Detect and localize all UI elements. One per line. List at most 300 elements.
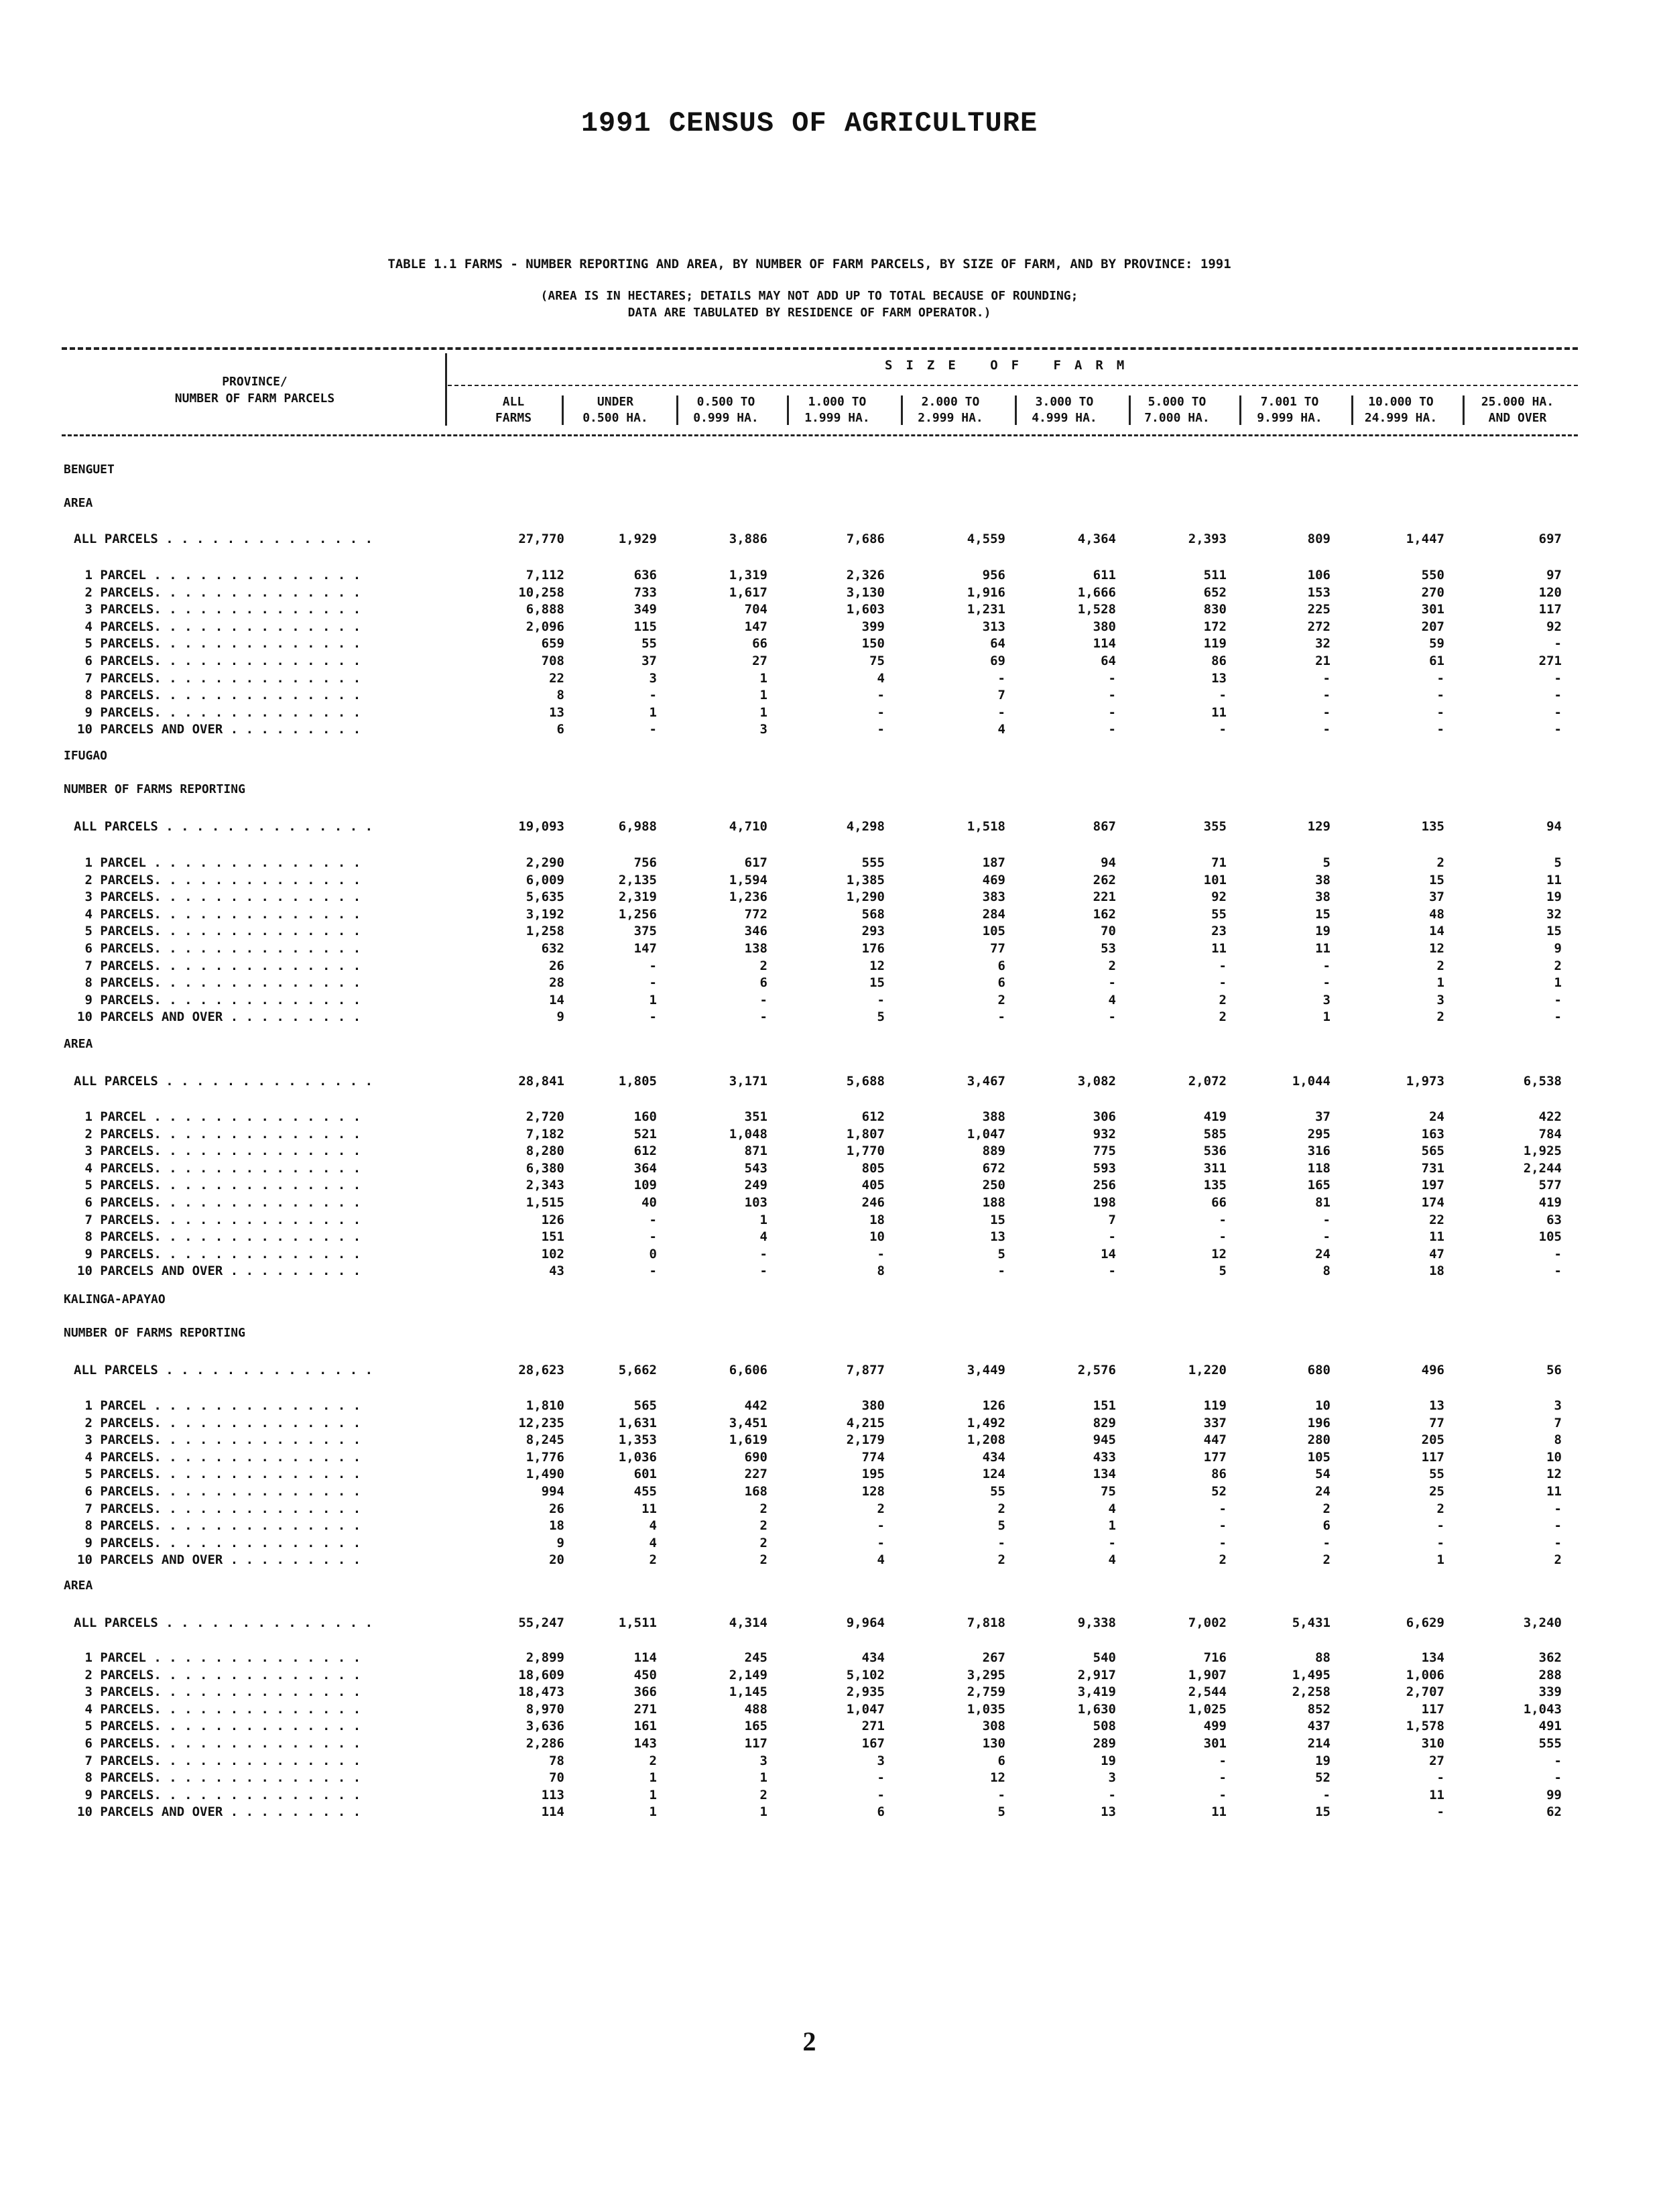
row-label: 3 PARCELS. . . . . . . . . . . . . .: [77, 602, 361, 617]
table-cell: 829: [1093, 1416, 1116, 1430]
table-cell: 5,635: [526, 889, 564, 904]
table-cell: 124: [982, 1467, 1005, 1481]
table-cell: -: [877, 993, 885, 1007]
row-label: 10 PARCELS AND OVER . . . . . . . . .: [77, 1552, 361, 1567]
table-cell: 8,245: [526, 1432, 564, 1447]
table-cell: 301: [1421, 602, 1444, 617]
table-cell: 48: [1429, 907, 1444, 922]
table-cell: 54: [1315, 1467, 1331, 1481]
table-cell: 733: [633, 585, 657, 600]
table-cell: 1,810: [526, 1398, 564, 1413]
column-header: [1464, 394, 1571, 426]
row-label: 4 PARCELS. . . . . . . . . . . . . .: [77, 1450, 361, 1465]
table-cell: 151: [541, 1229, 564, 1244]
row-label: 8 PARCELS. . . . . . . . . . . . . .: [77, 1518, 361, 1533]
province-header-line-1: PROVINCE/: [222, 375, 288, 389]
table-cell: 94: [1546, 819, 1562, 834]
table-cell: 6,629: [1406, 1615, 1444, 1630]
table-cell: 25: [1429, 1484, 1444, 1499]
table-cell: 2: [1322, 1552, 1331, 1567]
table-cell: 375: [633, 924, 657, 938]
table-cell: -: [1322, 688, 1331, 702]
table-cell: 5: [997, 1518, 1005, 1533]
table-cell: 469: [982, 873, 1005, 887]
table-cell: 3,295: [967, 1668, 1005, 1682]
table-cell: 130: [982, 1736, 1005, 1751]
table-cell: 38: [1315, 873, 1331, 887]
table-cell: -: [649, 1009, 657, 1024]
table-cell: 4: [649, 1536, 657, 1550]
table-cell: 2,393: [1188, 532, 1227, 546]
table-cell: 8,280: [526, 1144, 564, 1158]
table-cell: 708: [541, 654, 564, 668]
table-cell: 5: [997, 1247, 1005, 1262]
table-cell: 165: [1307, 1178, 1331, 1192]
row-label: ALL PARCELS . . . . . . . . . . . . . .: [74, 1363, 373, 1377]
table-cell: 672: [982, 1161, 1005, 1176]
table-cell: 28,623: [518, 1363, 564, 1377]
table-cell: 1,047: [846, 1702, 885, 1717]
table-cell: 105: [1538, 1229, 1562, 1244]
table-cell: 1,236: [729, 889, 767, 904]
table-cell: 2: [1436, 959, 1444, 973]
table-cell: 11: [641, 1501, 657, 1516]
table-cell: 11: [1211, 941, 1227, 956]
table-cell: 5,662: [618, 1363, 657, 1377]
table-cell: -: [997, 1009, 1005, 1024]
table-cell: -: [1436, 1518, 1444, 1533]
table-cell: -: [649, 688, 657, 702]
table-cell: 1,006: [1406, 1668, 1444, 1682]
table-cell: -: [759, 993, 767, 1007]
table-cell: 15: [869, 975, 885, 990]
table-cell: 2,290: [526, 855, 564, 870]
table-cell: 64: [990, 636, 1005, 651]
column-header: [460, 394, 567, 426]
table-cell: 2: [1322, 1501, 1331, 1516]
table-cell: 272: [1307, 619, 1331, 634]
table-cell: 47: [1429, 1247, 1444, 1262]
table-cell: 12: [990, 1770, 1005, 1785]
table-cell: 1,805: [618, 1074, 657, 1089]
table-cell: 78: [549, 1754, 564, 1768]
table-cell: 114: [1093, 636, 1116, 651]
table-cell: 3: [759, 1754, 767, 1768]
table-cell: -: [649, 959, 657, 973]
table-cell: 1,220: [1188, 1363, 1227, 1377]
table-cell: -: [1219, 959, 1227, 973]
table-cell: 106: [1307, 568, 1331, 582]
table-cell: 88: [1315, 1650, 1331, 1665]
table-cell: 632: [541, 941, 564, 956]
table-cell: -: [1219, 975, 1227, 990]
table-cell: 6: [556, 722, 564, 737]
table-cell: 174: [1421, 1195, 1444, 1210]
table-cell: 7,112: [526, 568, 564, 582]
table-cell: -: [1554, 1536, 1562, 1550]
table-cell: 346: [744, 924, 767, 938]
table-cell: 1: [759, 1804, 767, 1819]
table-cell: 118: [1307, 1161, 1331, 1176]
table-cell: 1,907: [1188, 1668, 1227, 1682]
table-cell: 115: [633, 619, 657, 634]
table-cell: 1,776: [526, 1450, 564, 1465]
table-cell: 2: [1554, 1552, 1562, 1567]
table-cell: 731: [1421, 1161, 1444, 1176]
table-cell: 1,630: [1077, 1702, 1116, 1717]
row-label: 6 PARCELS. . . . . . . . . . . . . .: [77, 941, 361, 956]
table-cell: 55,247: [518, 1615, 564, 1630]
table-cell: 9,964: [846, 1615, 885, 1630]
table-cell: 2: [877, 1501, 885, 1516]
table-cell: 52: [1211, 1484, 1227, 1499]
table-cell: -: [1108, 1264, 1116, 1278]
row-label: 4 PARCELS. . . . . . . . . . . . . .: [77, 1161, 361, 1176]
table-cell: 52: [1315, 1770, 1331, 1785]
row-label: 5 PARCELS. . . . . . . . . . . . . .: [77, 924, 361, 938]
table-cell: 32: [1546, 907, 1562, 922]
table-cell: -: [1554, 705, 1562, 720]
table-cell: 245: [744, 1650, 767, 1665]
table-cell: 1,929: [618, 532, 657, 546]
table-cell: 2,343: [526, 1178, 564, 1192]
table-cell: 2: [649, 1552, 657, 1567]
row-label: 9 PARCELS. . . . . . . . . . . . . .: [77, 1247, 361, 1262]
table-cell: -: [1322, 975, 1331, 990]
table-cell: 1: [759, 1770, 767, 1785]
table-cell: -: [1322, 1229, 1331, 1244]
table-cell: 43: [549, 1264, 564, 1278]
row-label: 5 PARCELS. . . . . . . . . . . . . .: [77, 1719, 361, 1733]
table-cell: 1,353: [618, 1432, 657, 1447]
top-rule: [62, 347, 1578, 350]
table-cell: -: [1436, 671, 1444, 686]
table-cell: 103: [744, 1195, 767, 1210]
table-cell: 6: [997, 975, 1005, 990]
table-cell: -: [1108, 975, 1116, 990]
table-cell: 19: [1546, 889, 1562, 904]
column-header-line-1: 1.000 TO: [808, 395, 867, 409]
table-cell: 2: [1219, 1552, 1227, 1567]
table-cell: 351: [744, 1109, 767, 1124]
table-cell: 3,451: [729, 1416, 767, 1430]
table-cell: 2,258: [1292, 1684, 1331, 1699]
table-cell: 7,002: [1188, 1615, 1227, 1630]
table-cell: 1,619: [729, 1432, 767, 1447]
section-heading: IFUGAO: [64, 749, 108, 763]
table-cell: -: [1554, 636, 1562, 651]
table-cell: 160: [633, 1109, 657, 1124]
table-cell: 75: [869, 654, 885, 668]
table-cell: 8: [1322, 1264, 1331, 1278]
table-cell: 4,559: [967, 532, 1005, 546]
table-cell: 388: [982, 1109, 1005, 1124]
table-cell: 15: [1429, 873, 1444, 887]
table-cell: 5,431: [1292, 1615, 1331, 1630]
table-cell: 12,235: [518, 1416, 564, 1430]
row-label: 10 PARCELS AND OVER . . . . . . . . .: [77, 1009, 361, 1024]
table-cell: 1,492: [967, 1416, 1005, 1430]
table-cell: 11: [1315, 941, 1331, 956]
table-cell: 422: [1538, 1109, 1562, 1124]
table-cell: -: [1554, 1518, 1562, 1533]
column-header: [1123, 394, 1231, 426]
table-cell: 1,258: [526, 924, 564, 938]
table-cell: 2: [1436, 1009, 1444, 1024]
table-cell: 14: [549, 993, 564, 1007]
row-label: 5 PARCELS. . . . . . . . . . . . . .: [77, 636, 361, 651]
table-cell: -: [649, 1264, 657, 1278]
table-cell: 1,319: [729, 568, 767, 582]
table-cell: -: [1322, 959, 1331, 973]
table-cell: 6,009: [526, 873, 564, 887]
table-cell: -: [1219, 1770, 1227, 1785]
table-cell: 63: [1546, 1213, 1562, 1227]
table-cell: 2,244: [1523, 1161, 1562, 1176]
table-cell: -: [759, 1009, 767, 1024]
table-cell: 195: [861, 1467, 885, 1481]
table-cell: 135: [1203, 1178, 1227, 1192]
table-cell: 5: [877, 1009, 885, 1024]
table-cell: 339: [1538, 1684, 1562, 1699]
province-header: [74, 373, 436, 407]
table-cell: 32: [1315, 636, 1331, 651]
section-heading: NUMBER OF FARMS REPORTING: [64, 782, 245, 796]
table-cell: 1,256: [618, 907, 657, 922]
table-cell: 450: [633, 1668, 657, 1682]
table-cell: 617: [744, 855, 767, 870]
table-cell: 246: [861, 1195, 885, 1210]
table-cell: 153: [1307, 585, 1331, 600]
table-cell: 7,877: [846, 1363, 885, 1377]
table-cell: 7,686: [846, 532, 885, 546]
table-cell: 455: [633, 1484, 657, 1499]
table-cell: -: [1219, 1754, 1227, 1768]
table-cell: 62: [1546, 1804, 1562, 1819]
table-cell: 1,043: [1523, 1702, 1562, 1717]
table-cell: 442: [744, 1398, 767, 1413]
table-cell: 491: [1538, 1719, 1562, 1733]
column-header-line-2: 0.999 HA.: [693, 411, 759, 425]
table-cell: 13: [549, 705, 564, 720]
table-cell: 585: [1203, 1127, 1227, 1142]
table-cell: 4: [649, 1518, 657, 1533]
table-cell: 994: [541, 1484, 564, 1499]
table-cell: 19: [1315, 924, 1331, 938]
table-cell: 565: [633, 1398, 657, 1413]
table-cell: 716: [1203, 1650, 1227, 1665]
table-cell: 1,231: [967, 602, 1005, 617]
row-label: 3 PARCELS. . . . . . . . . . . . . .: [77, 1432, 361, 1447]
table-cell: 12: [869, 959, 885, 973]
table-cell: 177: [1203, 1450, 1227, 1465]
table-cell: 1,511: [618, 1615, 657, 1630]
table-cell: 15: [990, 1213, 1005, 1227]
table-cell: 7: [1554, 1416, 1562, 1430]
row-label: 1 PARCEL . . . . . . . . . . . . . .: [77, 1109, 361, 1124]
table-cell: 704: [744, 602, 767, 617]
table-cell: 205: [1421, 1432, 1444, 1447]
table-cell: -: [1322, 705, 1331, 720]
table-cell: 543: [744, 1161, 767, 1176]
row-label: ALL PARCELS . . . . . . . . . . . . . .: [74, 819, 373, 834]
table-cell: -: [1322, 1213, 1331, 1227]
column-header-line-1: 0.500 TO: [696, 395, 755, 409]
table-cell: 66: [752, 636, 767, 651]
table-cell: 249: [744, 1178, 767, 1192]
table-cell: 690: [744, 1450, 767, 1465]
table-cell: 852: [1307, 1702, 1331, 1717]
page-number: 2: [802, 2026, 816, 2056]
table-cell: 380: [1093, 619, 1116, 634]
table-cell: 280: [1307, 1432, 1331, 1447]
table-cell: 13: [1429, 1398, 1444, 1413]
table-cell: 306: [1093, 1109, 1116, 1124]
table-cell: 28,841: [518, 1074, 564, 1089]
table-cell: 3,886: [729, 532, 767, 546]
table-cell: -: [1322, 671, 1331, 686]
row-label: 2 PARCELS. . . . . . . . . . . . . .: [77, 1668, 361, 1682]
table-cell: 433: [1093, 1450, 1116, 1465]
table-cell: 1,528: [1077, 602, 1116, 617]
row-label: 1 PARCEL . . . . . . . . . . . . . .: [77, 1650, 361, 1665]
table-cell: 77: [1429, 1416, 1444, 1430]
table-cell: 22: [1429, 1213, 1444, 1227]
table-cell: -: [1554, 1264, 1562, 1278]
column-header-line-2: AND OVER: [1488, 411, 1547, 425]
table-cell: 165: [744, 1719, 767, 1733]
table-cell: 364: [633, 1161, 657, 1176]
column-header-line-2: 9.999 HA.: [1257, 411, 1322, 425]
table-cell: 271: [861, 1719, 885, 1733]
table-cell: 225: [1307, 602, 1331, 617]
table-cell: -: [877, 1788, 885, 1802]
table-cell: 612: [861, 1109, 885, 1124]
table-cell: 12: [1429, 941, 1444, 956]
table-cell: 2: [1436, 855, 1444, 870]
table-cell: 70: [1101, 924, 1116, 938]
column-header: [897, 394, 1004, 426]
table-cell: 611: [1093, 568, 1116, 582]
table-cell: 1: [1108, 1518, 1116, 1533]
table-cell: 168: [744, 1484, 767, 1499]
table-cell: 143: [633, 1736, 657, 1751]
table-cell: 18,473: [518, 1684, 564, 1699]
table-cell: 945: [1093, 1432, 1116, 1447]
column-header: [1347, 394, 1455, 426]
table-cell: 13: [990, 1229, 1005, 1244]
table-cell: 4: [1108, 1501, 1116, 1516]
table-cell: 2: [1219, 1009, 1227, 1024]
table-cell: 775: [1093, 1144, 1116, 1158]
table-cell: 75: [1101, 1484, 1116, 1499]
table-cell: -: [1322, 1536, 1331, 1550]
table-cell: 680: [1307, 1363, 1331, 1377]
table-cell: 4: [877, 671, 885, 686]
table-cell: 488: [744, 1702, 767, 1717]
table-cell: 380: [861, 1398, 885, 1413]
column-header-line-2: 1.999 HA.: [804, 411, 870, 425]
table-cell: -: [1219, 1518, 1227, 1533]
table-cell: 355: [1203, 819, 1227, 834]
table-cell: 147: [744, 619, 767, 634]
table-cell: 5,688: [846, 1074, 885, 1089]
document-title: 1991 CENSUS OF AGRICULTURE: [580, 107, 1038, 139]
table-cell: 362: [1538, 1650, 1562, 1665]
table-cell: 120: [1538, 585, 1562, 600]
province-header-line-2: NUMBER OF FARM PARCELS: [174, 391, 335, 406]
table-cell: 10,258: [518, 585, 564, 600]
table-cell: 26: [549, 1501, 564, 1516]
row-label: 9 PARCELS. . . . . . . . . . . . . .: [77, 993, 361, 1007]
table-cell: 10: [1546, 1450, 1562, 1465]
table-cell: 4: [759, 1229, 767, 1244]
table-cell: 1,603: [846, 602, 885, 617]
table-cell: 550: [1421, 568, 1444, 582]
table-cell: 227: [744, 1467, 767, 1481]
table-cell: 4,364: [1077, 532, 1116, 546]
table-cell: -: [1436, 1770, 1444, 1785]
section-heading: AREA: [64, 496, 93, 510]
table-cell: 2: [1436, 1501, 1444, 1516]
table-cell: -: [997, 705, 1005, 720]
table-cell: 3,171: [729, 1074, 767, 1089]
column-separator: [787, 395, 789, 425]
table-cell: -: [649, 1229, 657, 1244]
table-cell: 2: [759, 1536, 767, 1550]
table-cell: 221: [1093, 889, 1116, 904]
column-header: [1236, 394, 1343, 426]
column-header: [672, 394, 780, 426]
table-cell: 27: [752, 654, 767, 668]
table-cell: 21: [1315, 654, 1331, 668]
table-cell: 4: [1108, 993, 1116, 1007]
table-cell: 214: [1307, 1736, 1331, 1751]
table-cell: 830: [1203, 602, 1227, 617]
table-cell: 6: [997, 1754, 1005, 1768]
table-cell: 13: [1211, 671, 1227, 686]
section-heading: KALINGA-APAYAO: [64, 1292, 166, 1306]
table-cell: 134: [1093, 1467, 1116, 1481]
table-cell: 1,025: [1188, 1702, 1227, 1717]
table-cell: 3: [1108, 1770, 1116, 1785]
row-label: 10 PARCELS AND OVER . . . . . . . . .: [77, 1264, 361, 1278]
table-cell: 956: [982, 568, 1005, 582]
row-label: 7 PARCELS. . . . . . . . . . . . . .: [77, 1213, 361, 1227]
table-cell: -: [877, 1518, 885, 1533]
table-cell: -: [877, 1770, 885, 1785]
column-header-line-2: 0.500 HA.: [582, 411, 648, 425]
row-label: 6 PARCELS. . . . . . . . . . . . . .: [77, 1736, 361, 1751]
table-cell: 117: [1421, 1450, 1444, 1465]
table-cell: 102: [541, 1247, 564, 1262]
table-cell: -: [1554, 1247, 1562, 1262]
table-cell: 1,044: [1292, 1074, 1331, 1089]
table-cell: 508: [1093, 1719, 1116, 1733]
table-cell: 7: [997, 688, 1005, 702]
table-cell: -: [1108, 1229, 1116, 1244]
table-cell: 8: [1554, 1432, 1562, 1447]
column-separator: [562, 395, 564, 425]
table-cell: 138: [744, 941, 767, 956]
table-cell: -: [1554, 722, 1562, 737]
table-cell: 86: [1211, 654, 1227, 668]
table-cell: 126: [541, 1213, 564, 1227]
table-cell: 1: [759, 688, 767, 702]
table-cell: 18,609: [518, 1668, 564, 1682]
table-cell: 601: [633, 1467, 657, 1481]
table-cell: 18: [549, 1518, 564, 1533]
